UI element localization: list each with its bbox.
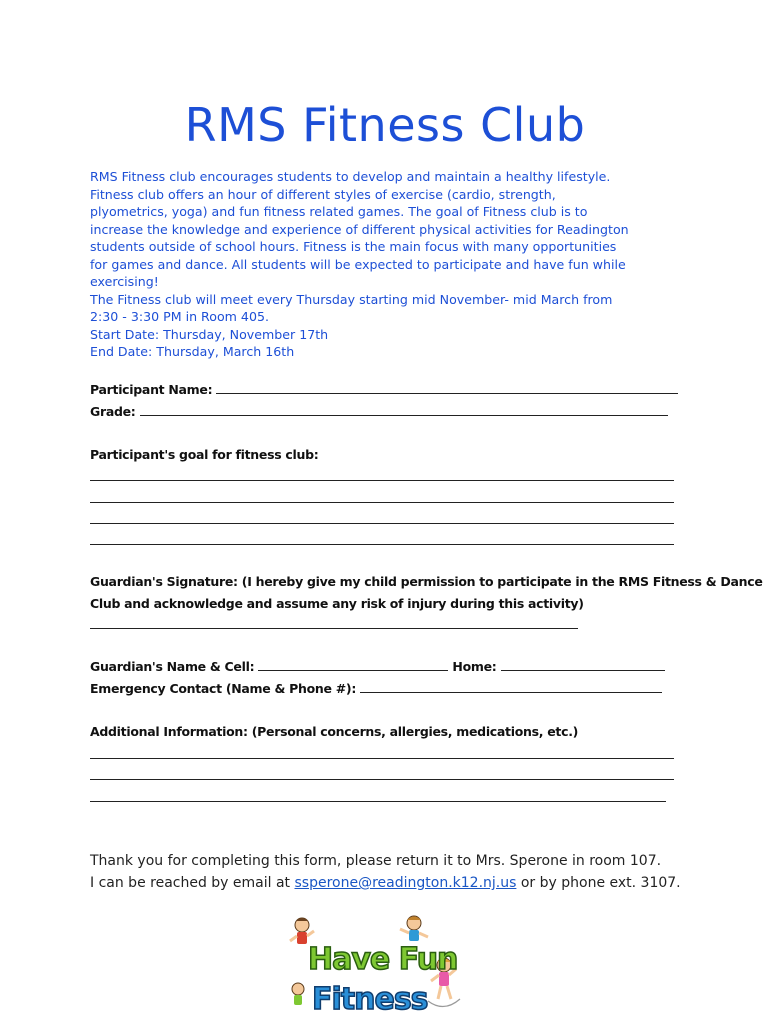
- guardian-name-cell-label: Guardian's Name & Cell:: [90, 659, 255, 674]
- guardian-signature-label-2: Club and acknowledge and assume any risk of injury during this activity): [90, 596, 584, 611]
- home-label: Home:: [452, 659, 497, 674]
- intro-line: End Date: Thursday, March 16th: [90, 344, 295, 359]
- thanks-line-2: [90, 872, 710, 894]
- goal-line[interactable]: [90, 544, 674, 545]
- emergency-contact-label: Emergency Contact (Name & Phone #):: [90, 681, 357, 696]
- grade-label: Grade:: [90, 404, 136, 419]
- emergency-contact-row: [90, 681, 662, 696]
- additional-info-line[interactable]: [90, 801, 666, 802]
- grade-field[interactable]: [140, 405, 668, 416]
- intro-line: 2:30 - 3:30 PM in Room 405.: [90, 309, 269, 324]
- thanks-line-2-suffix: or by phone ext. 3107.: [516, 875, 681, 891]
- kid-figure-top-icon: [400, 916, 428, 941]
- intro-line: increase the knowledge and experience of different physical activities for Readington: [90, 221, 629, 237]
- email-link[interactable]: ssperone@readington.k12.nj.us: [294, 875, 517, 891]
- intro-line: The Fitness club will meet every Thursday starting mid November- mid March from: [90, 291, 613, 307]
- goal-line[interactable]: [90, 480, 674, 481]
- have-fun-fitness-logo: [288, 913, 478, 1023]
- additional-info-label: Additional Information: (Personal concerns, allergies, medications, etc.): [90, 724, 579, 739]
- thanks-line-1: Thank you for completing this form, please return it to Mrs. Sperone in room 107.: [90, 853, 662, 869]
- emergency-contact-field[interactable]: [360, 682, 662, 693]
- additional-info-line[interactable]: [90, 779, 674, 780]
- kid-figure-left-icon: [290, 918, 314, 944]
- logo-text-line-2: Fitness: [312, 982, 428, 1017]
- kid-figure-bottom-icon: [292, 983, 304, 1005]
- goal-line[interactable]: [90, 523, 674, 524]
- intro-line: Start Date: Thursday, November 17th: [90, 326, 329, 342]
- grade-row: [90, 404, 668, 419]
- guardian-contact-row: [90, 659, 665, 674]
- home-phone-field[interactable]: [501, 660, 665, 671]
- intro-line: exercising!: [90, 274, 159, 289]
- guardian-signature-label: Guardian's Signature: (I hereby give my child permission to participate in the RMS Fitness & Dance: [90, 574, 763, 589]
- intro-line: plyometrics, yoga) and fun fitness related games. The goal of Fitness club is to: [90, 204, 588, 219]
- logo-text-line-1: Have Fun: [308, 942, 458, 977]
- additional-info-line[interactable]: [90, 758, 674, 759]
- guardian-name-cell-field[interactable]: [258, 660, 448, 671]
- participant-name-row: [90, 382, 678, 397]
- participant-name-field[interactable]: [216, 383, 678, 394]
- goal-line[interactable]: [90, 502, 674, 503]
- thanks-line-2-prefix: I can be reached by email at: [90, 875, 295, 891]
- intro-line: Fitness club offers an hour of different styles of exercise (cardio, strength,: [90, 186, 556, 202]
- intro-line: for games and dance. All students will be expected to participate and have fun while: [90, 256, 626, 272]
- intro-line: RMS Fitness club encourages students to develop and maintain a healthy lifestyle.: [90, 169, 611, 184]
- guardian-signature-field[interactable]: [90, 628, 578, 629]
- page-title: RMS Fitness Club: [184, 98, 586, 152]
- goal-label: Participant's goal for fitness club:: [90, 447, 319, 462]
- intro-line: students outside of school hours. Fitness is the main focus with many opportunities: [90, 239, 617, 254]
- thank-you-note: [90, 850, 710, 894]
- intro-text: [90, 168, 690, 361]
- participant-name-label: Participant Name:: [90, 382, 213, 397]
